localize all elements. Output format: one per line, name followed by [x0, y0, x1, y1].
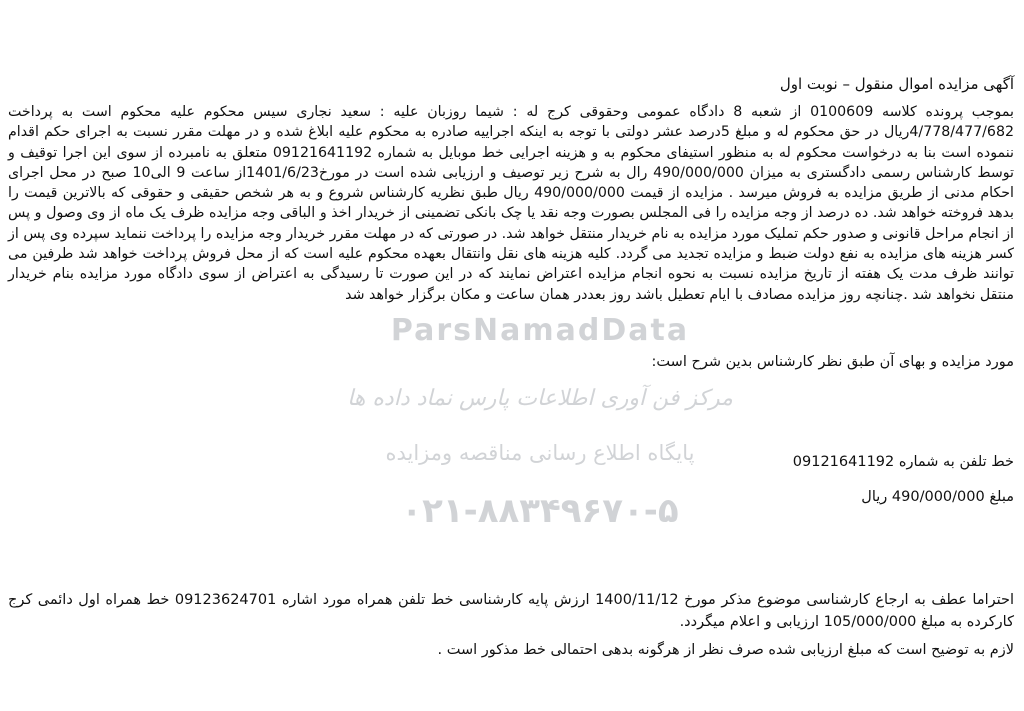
watermark-line1: مرکز فن آوری اطلاعات پارس نماد داده ها	[347, 386, 733, 411]
amount-line: مبلغ 490/000/000 ریال	[861, 489, 1014, 505]
notice-title: آگهی مزایده اموال منقول – نوبت اول	[779, 75, 1014, 93]
expert-note: احتراما عطف به ارجاع کارشناسی موضوع مذکر مورخ 1400/11/12 ارزش پایه کارشناسی خط تلفن همراه مورد اشاره 09123624701 خط همراه اول دائمی کرج کارکرده به مبلغ 105/000/000 ارزیابی و اعلام میگردد.	[8, 592, 1015, 630]
watermark-phone: ۰۲۱-۸۸۳۴۹۶۷۰-۵	[401, 491, 679, 531]
watermark-brand: ParsNamadData	[390, 313, 690, 348]
watermark-line2: پایگاه اطلاع رسانی مناقصه ومزایده	[385, 441, 695, 465]
phone-line: خط تلفن به شماره 09121641192	[792, 454, 1014, 470]
final-note: لازم به توضیح است که مبلغ ارزیابی شده صرف نظر از هرگونه بدهی احتمالی خط مذکور است .	[437, 642, 1014, 658]
item-intro: مورد مزایده و بهای آن طبق نظر کارشناس بدین شرح است:	[651, 354, 1014, 370]
notice-body: بموجب پرونده کلاسه 0100609 از شعبه 8 دادگاه عمومی وحقوقی کرج له : شیما روزبان علیه : سعید نجاری سیس محکوم علیه محکوم است به پرداخت 4/778/477/682ریال در حق محکوم له و مبلغ 5درصد عشر دولتی با توجه به اینکه اجراییه صادره به محکوم علیه ابلاغ شده و در مهلت مقرر نسبت به اجرای حکم اقدام ننموده است بنا به درخواست محکوم له به منظور استیفای محکوم به و هزینه اجرایی خط موبایل به شماره 09121641192 متعلق به نامبرده از سوی این اجرا توقیف و توسط کارشناس رسمی دادگستری به میزان 490/000/000 رال به شرح زیر توصیف و ارزیابی شده است در مورخ1401/6/23از ساعت 9 الی10 صبح در محل اجرای احکام مدنی از طریق مزایده به فروش میرسد . مزایده از قیمت 490/000/000 ریال طبق نظریه کارشناس شروع و به هر شخص حقیقی و حقوقی که بالاترین قیمت را بدهد فروخته خواهد شد. ده درصد از وجه مزایده را فی المجلس بصورت وجه نقد یا چک بانکی تضمینی از خریدار اخذ و الباقی وجه مزایده ظرف یک ماه از وی وصول و پس از انجام مراحل قانونی و صدور حکم تملیک مورد مزایده به نام خریدار منتقل خواهد شد. در صورتی که در مهلت مقرر خریدار وجه مزایده را پرداخت ننماید سپرده وی پس از کسر هزینه های مزایده به نفع دولت ضبط و مزایده تجدید می گردد. کلیه هزینه های نقل وانتقال بعهده محکوم علیه است که از محل فروش پرداخت خواهد شد طرفین می توانند ظرف مدت یک هفته از تاریخ مزایده نسبت به نحوه انجام مزایده اعتراض نمایند که در این صورت تا رسیدگی به اعتراض از سوی دادگاه مورد مزایده بنام خریدار منتقل نخواهد شد .چنانچه روز مزایده مصادف با ایام تعطیل باشد روز بعددر همان ساعت و مکان برگزار خواهد شد	[8, 104, 1014, 303]
